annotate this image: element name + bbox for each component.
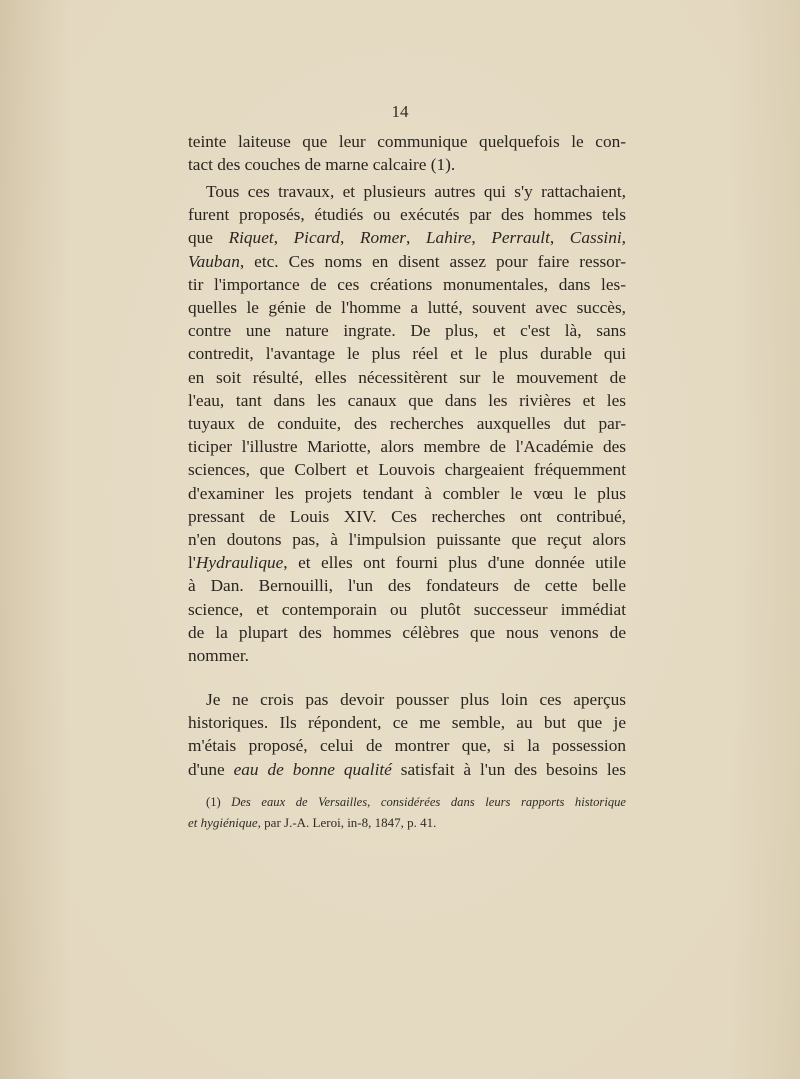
text-line: d'une eau de bonne qualité satisfait à l'un des besoins les bbox=[188, 759, 627, 779]
text-line: Tous ces travaux, et plusieurs autres qui s'y rattachaient, bbox=[206, 182, 626, 201]
text-line: sciences, que Colbert et Louvois chargeaient fréquemment bbox=[188, 460, 626, 480]
text-line: Je ne crois pas devoir pousser plus loin ces aperçus bbox=[206, 690, 626, 709]
paragraph-2 bbox=[188, 180, 626, 667]
text-line: nommer. bbox=[188, 646, 249, 666]
text-line: l'eau, tant dans les canaux que dans les rivières et les bbox=[188, 390, 626, 410]
text-line: teinte laiteuse que leur communique quelquefois le con- bbox=[188, 132, 626, 151]
text-line: que Riquet, Picard, Romer, Lahire, Perrault, Cassini, bbox=[188, 228, 626, 248]
paragraph-3 bbox=[188, 688, 626, 781]
text-line: m'étais proposé, celui de montrer que, si la possession bbox=[188, 736, 626, 756]
text-line: l'Hydraulique, et elles ont fourni plus d'une donnée utile bbox=[188, 553, 626, 573]
text-line: tir l'importance de ces créations monumentales, dans les- bbox=[188, 274, 626, 294]
text-line: pressant de Louis XIV. Ces recherches ont contribué, bbox=[188, 506, 626, 526]
text-line: de la plupart des hommes célèbres que nous venons de bbox=[188, 622, 626, 642]
paragraph-1 bbox=[188, 130, 626, 176]
page-number: 14 bbox=[391, 102, 409, 121]
text-line: d'examiner les projets tendant à combler le vœu le plus bbox=[188, 483, 626, 503]
text-line: tact des couches de marne calcaire (1). bbox=[188, 155, 456, 175]
text-line: contre une nature ingrate. De plus, et c'est là, sans bbox=[188, 321, 626, 341]
text-line: tuyaux de conduite, des recherches auxquelles dut par- bbox=[188, 414, 626, 434]
text-line: contredit, l'avantage le plus réel et le plus durable qui bbox=[188, 344, 626, 364]
footnote-line: et hygiénique, par J.-A. Leroi, in-8, 1847, p. 41. bbox=[188, 814, 437, 830]
text-line: à Dan. Bernouilli, l'un des fondateurs de cette belle bbox=[188, 576, 626, 596]
footnote bbox=[188, 792, 626, 833]
text-line: ticiper l'illustre Mariotte, alors membre de l'Académie des bbox=[188, 437, 626, 457]
text-line: science, et contemporain ou plutôt successeur immédiat bbox=[188, 599, 626, 619]
text-line: en soit résulté, elles nécessitèrent sur le mouvement de bbox=[188, 367, 626, 387]
footnote-line: (1) Des eaux de Versailles, considérées dans leurs rapports historique bbox=[206, 795, 627, 809]
text-line: quelles le génie de l'homme a lutté, souvent avec succès, bbox=[188, 298, 626, 318]
text-line: historiques. Ils répondent, ce me semble, au but que je bbox=[188, 713, 626, 733]
text-line: furent proposés, étudiés ou exécutés par des hommes tels bbox=[188, 205, 626, 225]
text-line: n'en doutons pas, à l'impulsion puissante que reçut alors bbox=[188, 530, 626, 550]
text-line: Vauban, etc. Ces noms en disent assez pour faire ressor- bbox=[188, 251, 626, 271]
